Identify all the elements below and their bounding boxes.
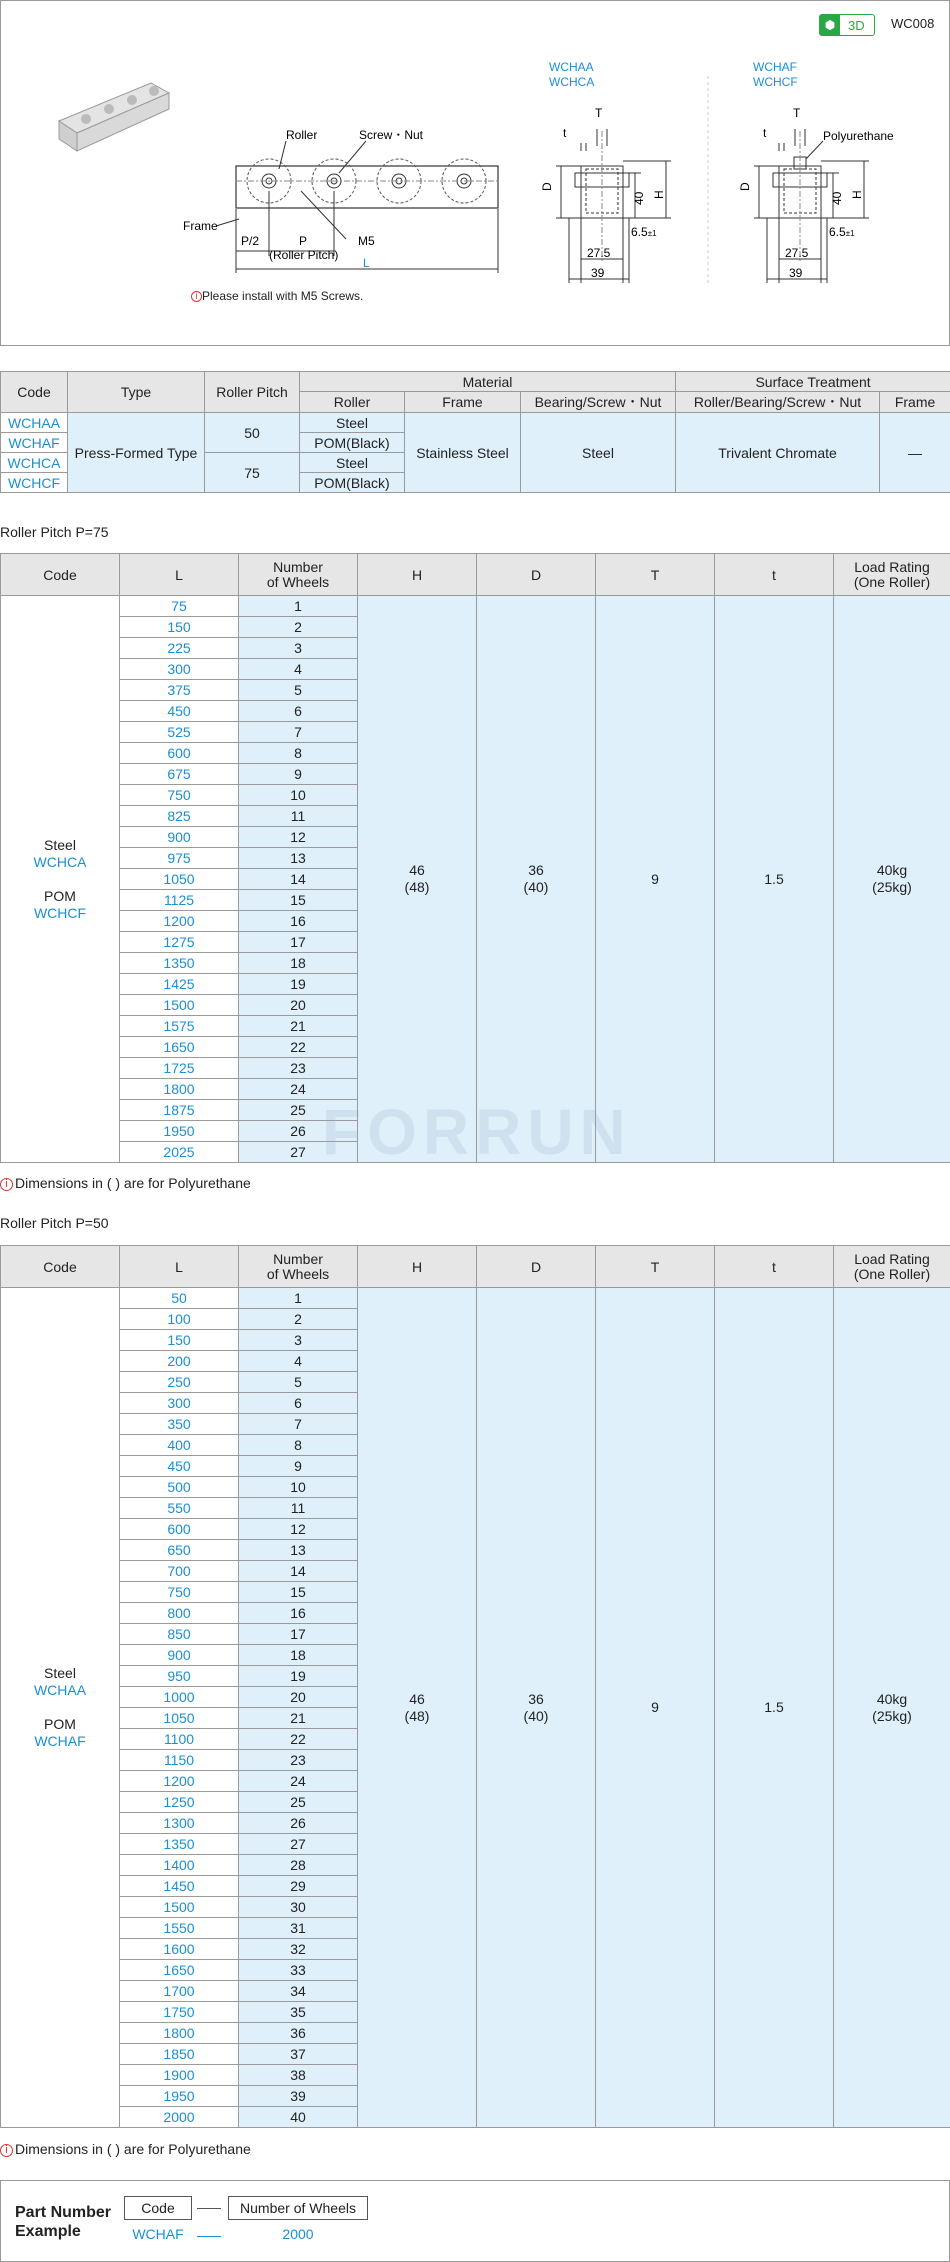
wheels-cell: 9 — [239, 1456, 358, 1477]
dash-connector-example — [197, 2236, 221, 2237]
l-cell[interactable]: 1950 — [120, 1121, 239, 1142]
wheels-cell: 12 — [239, 827, 358, 848]
label-p-half: P/2 — [241, 234, 260, 248]
l-cell[interactable]: 525 — [120, 722, 239, 743]
l-cell[interactable]: 825 — [120, 806, 239, 827]
wheels-box: Number of Wheels — [228, 2196, 368, 2220]
wheels-cell: 22 — [239, 1729, 358, 1750]
l-cell[interactable]: 1200 — [120, 911, 239, 932]
col-code: Code — [1, 372, 68, 413]
l-cell[interactable]: 1000 — [120, 1687, 239, 1708]
wheels-cell: 8 — [239, 743, 358, 764]
l-cell[interactable]: 1700 — [120, 1981, 239, 2002]
wheels-cell: 15 — [239, 1582, 358, 1603]
technical-drawing — [1, 1, 949, 345]
badge-3d[interactable]: ⬢ 3D — [819, 14, 875, 36]
roller-cell: POM(Black) — [300, 473, 405, 493]
part-number-box — [0, 2180, 950, 2262]
load-cell: 40kg (25kg) — [834, 1288, 950, 2128]
label-polyurethane: Polyurethane — [823, 129, 894, 143]
code-link[interactable]: WCHCF — [1, 473, 68, 493]
code-cell: Steel WCHAA POM WCHAF — [1, 1288, 120, 2128]
wheels-cell: 23 — [239, 1750, 358, 1771]
col-wheels: Number of Wheels — [239, 554, 358, 596]
l-cell[interactable]: 1100 — [120, 1729, 239, 1750]
wheels-cell: 21 — [239, 1708, 358, 1729]
l-cell[interactable]: 750 — [120, 785, 239, 806]
view2-dim-t-small: t — [763, 126, 767, 140]
wheels-cell: 3 — [239, 638, 358, 659]
l-cell[interactable]: 1050 — [120, 869, 239, 890]
view2-dim-40: 40 — [830, 191, 844, 205]
l-cell[interactable]: 1950 — [120, 2086, 239, 2107]
wheels-cell: 7 — [239, 1414, 358, 1435]
code-link[interactable]: WCHAF — [34, 1733, 86, 1749]
col-roller: Roller — [300, 392, 405, 413]
l-cell[interactable]: 1850 — [120, 2044, 239, 2065]
col-frame: Frame — [405, 392, 521, 413]
h-cell: 46 (48) — [358, 1288, 477, 2128]
label-m5: M5 — [358, 234, 375, 248]
col-roller-pitch: Roller Pitch — [205, 372, 300, 413]
l-cell[interactable]: 900 — [120, 1645, 239, 1666]
col-t-big: T — [596, 1246, 715, 1288]
view2-dim-275: 27.5 — [785, 246, 809, 260]
col-d: D — [477, 1246, 596, 1288]
load-cell: 40kg (25kg) — [834, 596, 950, 1163]
p75-table-section — [0, 553, 950, 1163]
t-big-cell: 9 — [596, 596, 715, 1163]
l-cell[interactable]: 150 — [120, 1330, 239, 1351]
code-link[interactable]: WCHCA — [1, 453, 68, 473]
l-cell[interactable]: 675 — [120, 764, 239, 785]
info-icon: i — [0, 1178, 13, 1191]
label-l: L — [363, 256, 370, 270]
l-cell[interactable]: 100 — [120, 1309, 239, 1330]
view1-dim-40: 40 — [632, 191, 646, 205]
wheels-cell: 33 — [239, 1960, 358, 1981]
l-cell[interactable]: 1400 — [120, 1855, 239, 1876]
side-view — [216, 141, 498, 273]
info-icon: i — [191, 291, 202, 302]
roller-cell: Steel — [300, 413, 405, 433]
l-cell[interactable]: 1050 — [120, 1708, 239, 1729]
wheels-example: 2000 — [282, 2226, 314, 2242]
l-cell[interactable]: 1250 — [120, 1792, 239, 1813]
wheels-cell: 11 — [239, 1498, 358, 1519]
wheels-cell: 8 — [239, 1435, 358, 1456]
install-note: i Please install with M5 Screws. — [191, 289, 363, 303]
l-cell[interactable]: 1875 — [120, 1100, 239, 1121]
view2-code2: WCHCF — [753, 75, 798, 89]
roller-cell: POM(Black) — [300, 433, 405, 453]
l-cell[interactable]: 375 — [120, 680, 239, 701]
label-frame: Frame — [183, 219, 218, 233]
l-cell[interactable]: 2025 — [120, 1142, 239, 1163]
wheels-cell: 36 — [239, 2023, 358, 2044]
label-p: P — [299, 234, 308, 248]
t-small-cell: 1.5 — [715, 596, 834, 1163]
section-view-2 — [754, 129, 869, 283]
wheels-cell: 16 — [239, 1603, 358, 1624]
view2-dim-t-big: T — [793, 106, 801, 120]
label-roller: Roller — [286, 128, 318, 142]
l-cell[interactable]: 650 — [120, 1540, 239, 1561]
wheels-cell: 35 — [239, 2002, 358, 2023]
l-cell[interactable]: 1350 — [120, 1834, 239, 1855]
l-cell[interactable]: 50 — [120, 1288, 239, 1309]
wheels-cell: 14 — [239, 1561, 358, 1582]
wheels-cell: 12 — [239, 1519, 358, 1540]
col-t-small: t — [715, 1246, 834, 1288]
wheels-cell: 1 — [239, 1288, 358, 1309]
l-cell[interactable]: 1800 — [120, 1079, 239, 1100]
view1-dim-t-big: T — [595, 106, 603, 120]
pitch-cell: 50 — [205, 413, 300, 453]
col-surface: Surface Treatment — [676, 372, 950, 392]
d-cell: 36 (40) — [477, 596, 596, 1163]
wheels-cell: 20 — [239, 995, 358, 1016]
l-cell[interactable]: 1575 — [120, 1016, 239, 1037]
wheels-cell: 2 — [239, 1309, 358, 1330]
l-cell[interactable]: 1300 — [120, 1813, 239, 1834]
view2-dim-39: 39 — [789, 266, 803, 280]
wheels-cell: 18 — [239, 1645, 358, 1666]
l-cell[interactable]: 300 — [120, 659, 239, 680]
l-cell[interactable]: 1550 — [120, 1918, 239, 1939]
section-view-1 — [556, 129, 671, 283]
l-cell[interactable]: 1275 — [120, 932, 239, 953]
p50-title: Roller Pitch P=50 — [0, 1215, 109, 1231]
p75-table — [0, 553, 950, 1163]
l-cell[interactable]: 750 — [120, 1582, 239, 1603]
view2-dim-65: 6.5±1 — [829, 225, 855, 239]
l-cell[interactable]: 950 — [120, 1666, 239, 1687]
col-h: H — [358, 1246, 477, 1288]
code-box: Code — [124, 2196, 192, 2220]
col-t-big: T — [596, 554, 715, 596]
l-cell[interactable]: 350 — [120, 1414, 239, 1435]
l-cell[interactable]: 1450 — [120, 1876, 239, 1897]
view1-dim-39: 39 — [591, 266, 605, 280]
view1-dim-275: 27.5 — [587, 246, 611, 260]
code-link[interactable]: WCHAA — [1, 413, 68, 433]
l-cell[interactable]: 225 — [120, 638, 239, 659]
wheels-cell: 37 — [239, 2044, 358, 2065]
part-number-title: Part Number Example — [15, 2204, 112, 2240]
wheels-cell: 6 — [239, 701, 358, 722]
l-cell[interactable]: 2000 — [120, 2107, 239, 2128]
wheels-cell: 15 — [239, 890, 358, 911]
product-photo — [59, 83, 169, 151]
wheels-cell: 10 — [239, 785, 358, 806]
view1-dim-d: D — [540, 182, 554, 191]
wheels-cell: 17 — [239, 932, 358, 953]
code-link[interactable]: WCHAA — [33, 1682, 87, 1698]
l-cell[interactable]: 200 — [120, 1351, 239, 1372]
t-big-cell: 9 — [596, 1288, 715, 2128]
wheels-cell: 30 — [239, 1897, 358, 1918]
view1-dim-65: 6.5±1 — [631, 225, 657, 239]
wheels-cell: 38 — [239, 2065, 358, 2086]
col-code: Code — [1, 554, 120, 596]
col-d: D — [477, 554, 596, 596]
l-cell[interactable]: 400 — [120, 1435, 239, 1456]
wheels-cell: 24 — [239, 1079, 358, 1100]
wheels-cell: 5 — [239, 680, 358, 701]
col-surf-frame: Frame — [880, 392, 950, 413]
wheels-cell: 11 — [239, 806, 358, 827]
wheels-cell: 17 — [239, 1624, 358, 1645]
watermark: FORRUN — [322, 1096, 632, 1168]
l-cell[interactable]: 75 — [120, 596, 239, 617]
l-cell[interactable]: 1600 — [120, 1939, 239, 1960]
wheels-cell: 26 — [239, 1813, 358, 1834]
l-cell[interactable]: 1800 — [120, 2023, 239, 2044]
wheels-cell: 34 — [239, 1981, 358, 2002]
wheels-cell: 31 — [239, 1918, 358, 1939]
table-row — [1, 1288, 950, 1309]
p50-rows — [1, 1288, 950, 2128]
bearing-cell: Steel — [521, 413, 676, 493]
wheels-cell: 21 — [239, 1016, 358, 1037]
wheels-cell: 6 — [239, 1393, 358, 1414]
wheels-cell: 20 — [239, 1687, 358, 1708]
l-cell[interactable]: 1425 — [120, 974, 239, 995]
l-cell[interactable]: 450 — [120, 1456, 239, 1477]
wheels-cell: 27 — [239, 1142, 358, 1163]
label-roller-pitch: (Roller Pitch) — [269, 248, 339, 262]
type-cell: Press-Formed Type — [68, 413, 205, 493]
series-code: WC008 — [891, 16, 935, 31]
col-code: Code — [1, 1246, 120, 1288]
l-cell[interactable]: 1750 — [120, 2002, 239, 2023]
code-link[interactable]: WCHCF — [33, 904, 87, 921]
spec-table-section — [0, 371, 950, 493]
l-cell[interactable]: 1650 — [120, 1960, 239, 1981]
col-l: L — [120, 1246, 239, 1288]
pitch-cell: 75 — [205, 453, 300, 493]
wheels-cell: 14 — [239, 869, 358, 890]
wheels-cell: 29 — [239, 1876, 358, 1897]
view1-code1: WCHAA — [549, 60, 594, 74]
surf-frame-cell: — — [880, 413, 950, 493]
l-cell[interactable]: 300 — [120, 1393, 239, 1414]
view2-dim-h: H — [850, 190, 864, 199]
wheels-cell: 22 — [239, 1037, 358, 1058]
p50-table-section — [0, 1245, 950, 2128]
l-cell[interactable]: 550 — [120, 1498, 239, 1519]
d-cell: 36 (40) — [477, 1288, 596, 2128]
wheels-cell: 40 — [239, 2107, 358, 2128]
frame-cell: Stainless Steel — [405, 413, 521, 493]
l-cell[interactable]: 1150 — [120, 1750, 239, 1771]
label-screw-nut: Screw・Nut — [359, 128, 424, 142]
l-cell[interactable]: 1125 — [120, 890, 239, 911]
col-material: Material — [300, 372, 676, 392]
wheels-cell: 25 — [239, 1100, 358, 1121]
view1-dim-h: H — [652, 190, 666, 199]
wheels-cell: 2 — [239, 617, 358, 638]
h-cell: 46 (48) — [358, 596, 477, 1163]
wheels-cell: 32 — [239, 1939, 358, 1960]
l-cell[interactable]: 850 — [120, 1624, 239, 1645]
l-cell[interactable]: 1900 — [120, 2065, 239, 2086]
t-small-cell: 1.5 — [715, 1288, 834, 2128]
l-cell[interactable]: 975 — [120, 848, 239, 869]
l-cell[interactable]: 250 — [120, 1372, 239, 1393]
surf-rbs-cell: Trivalent Chromate — [676, 413, 880, 493]
col-bearing: Bearing/Screw・Nut — [521, 392, 676, 413]
wheels-cell: 19 — [239, 974, 358, 995]
wheels-cell: 13 — [239, 848, 358, 869]
p75-rows — [1, 596, 950, 1163]
table-row — [1, 596, 950, 617]
view1-code2: WCHCA — [549, 75, 595, 89]
view2-dim-d: D — [738, 182, 752, 191]
drawing-panel — [0, 0, 950, 346]
wheels-cell: 3 — [239, 1330, 358, 1351]
wheels-cell: 16 — [239, 911, 358, 932]
l-cell[interactable]: 150 — [120, 617, 239, 638]
l-cell[interactable]: 900 — [120, 827, 239, 848]
l-cell[interactable]: 500 — [120, 1477, 239, 1498]
col-type: Type — [68, 372, 205, 413]
wheels-cell: 39 — [239, 2086, 358, 2107]
cube-icon: ⬢ — [820, 15, 840, 35]
view2-code1: WCHAF — [753, 60, 797, 74]
l-cell[interactable]: 1350 — [120, 953, 239, 974]
wheels-cell: 28 — [239, 1855, 358, 1876]
wheels-cell: 27 — [239, 1834, 358, 1855]
wheels-cell: 25 — [239, 1792, 358, 1813]
wheels-cell: 1 — [239, 596, 358, 617]
code-example: WCHAF — [132, 2226, 184, 2242]
l-cell[interactable]: 600 — [120, 743, 239, 764]
wheels-cell: 26 — [239, 1121, 358, 1142]
p50-table — [0, 1245, 950, 2128]
roller-cell: Steel — [300, 453, 405, 473]
wheels-cell: 18 — [239, 953, 358, 974]
l-cell[interactable]: 700 — [120, 1561, 239, 1582]
p75-title: Roller Pitch P=75 — [0, 524, 109, 540]
l-cell[interactable]: 1500 — [120, 995, 239, 1016]
p75-note: i Dimensions in ( ) are for Polyurethane — [0, 1175, 251, 1191]
col-load: Load Rating (One Roller) — [834, 1246, 950, 1288]
l-cell[interactable]: 1200 — [120, 1771, 239, 1792]
wheels-cell: 7 — [239, 722, 358, 743]
wheels-cell: 13 — [239, 1540, 358, 1561]
code-link[interactable]: WCHAF — [1, 433, 68, 453]
l-cell[interactable]: 800 — [120, 1603, 239, 1624]
wheels-cell: 24 — [239, 1771, 358, 1792]
col-wheels: Number of Wheels — [239, 1246, 358, 1288]
wheels-cell: 5 — [239, 1372, 358, 1393]
wheels-cell: 4 — [239, 1351, 358, 1372]
col-t-small: t — [715, 554, 834, 596]
code-link[interactable]: WCHCA — [33, 853, 87, 870]
l-cell[interactable]: 1650 — [120, 1037, 239, 1058]
spec-table — [0, 371, 950, 493]
p50-note: i Dimensions in ( ) are for Polyurethane — [0, 2141, 251, 2157]
wheels-cell: 4 — [239, 659, 358, 680]
wheels-cell: 23 — [239, 1058, 358, 1079]
col-surf-rbs: Roller/Bearing/Screw・Nut — [676, 392, 880, 413]
wheels-cell: 10 — [239, 1477, 358, 1498]
l-cell[interactable]: 1500 — [120, 1897, 239, 1918]
wheels-cell: 19 — [239, 1666, 358, 1687]
info-icon: i — [0, 2144, 13, 2157]
code-cell: Steel WCHCA POM WCHCF — [1, 596, 120, 1163]
col-h: H — [358, 554, 477, 596]
col-l: L — [120, 554, 239, 596]
l-cell[interactable]: 600 — [120, 1519, 239, 1540]
wheels-cell: 9 — [239, 764, 358, 785]
col-load: Load Rating (One Roller) — [834, 554, 950, 596]
view1-dim-t-small: t — [563, 126, 567, 140]
l-cell[interactable]: 450 — [120, 701, 239, 722]
dash-connector — [197, 2208, 221, 2209]
l-cell[interactable]: 1725 — [120, 1058, 239, 1079]
